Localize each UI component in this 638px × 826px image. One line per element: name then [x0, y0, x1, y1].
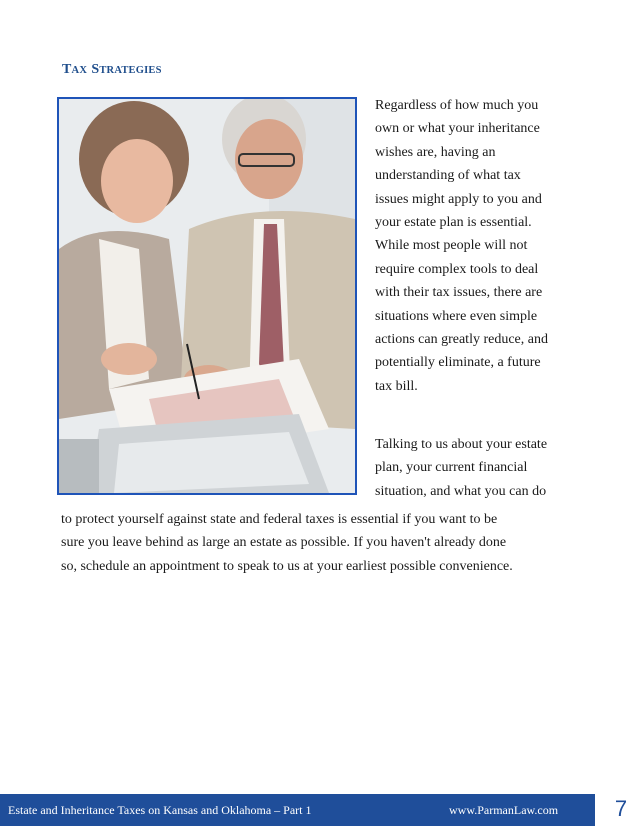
p1-line: with their tax issues, there are	[375, 285, 543, 301]
heading-initial-2: S	[91, 62, 100, 77]
p1-line: wishes are, having an	[375, 144, 496, 160]
p1-line: own or what your inheritance	[375, 121, 540, 137]
p1-line: tax bill.	[375, 378, 418, 394]
footer-website-link[interactable]: www.ParmanLaw.com	[449, 803, 559, 817]
page-number: 7	[614, 796, 628, 821]
p2-full-line: so, schedule an appointment to speak to us at your earliest possible convenience.	[61, 558, 513, 574]
heading-initial-1: T	[62, 62, 72, 77]
p1-line: understanding of what tax	[375, 168, 521, 184]
p2-line: situation, and what you can do	[375, 483, 547, 499]
section-heading	[62, 60, 162, 78]
p1-line: issues might apply to you and	[375, 191, 542, 207]
p1-line: potentially eliminate, a future	[375, 355, 541, 371]
p1-line: actions can greatly reduce, and	[375, 332, 548, 348]
paragraph-consultation-start	[375, 433, 607, 503]
photo-couple-reviewing-documents	[57, 97, 357, 495]
p2-full-line: to protect yourself against state and federal taxes is essential if you want to be	[61, 512, 498, 527]
p2-line: plan, your current financial	[375, 460, 528, 476]
photo-illustration	[59, 99, 355, 493]
heading-rest-1: AX	[71, 65, 88, 76]
p1-line: your estate plan is essential.	[375, 215, 532, 231]
p2-full-line: sure you leave behind as large an estate as possible. If you haven't already done	[61, 535, 507, 551]
paragraph-intro	[375, 94, 607, 398]
heading-rest-2: TRATEGIES	[99, 65, 162, 76]
paragraph-consultation-continued	[61, 508, 581, 578]
p1-line: require complex tools to deal	[375, 261, 539, 277]
p1-line: situations where even simple	[375, 308, 538, 324]
p1-line: Regardless of how much you	[375, 98, 539, 113]
p1-line: While most people will not	[375, 238, 528, 254]
page-footer	[0, 794, 595, 826]
p2-line: Talking to us about your estate	[375, 437, 548, 452]
footer-title: Estate and Inheritance Taxes on Kansas and Oklahoma – Part 1	[8, 803, 312, 817]
